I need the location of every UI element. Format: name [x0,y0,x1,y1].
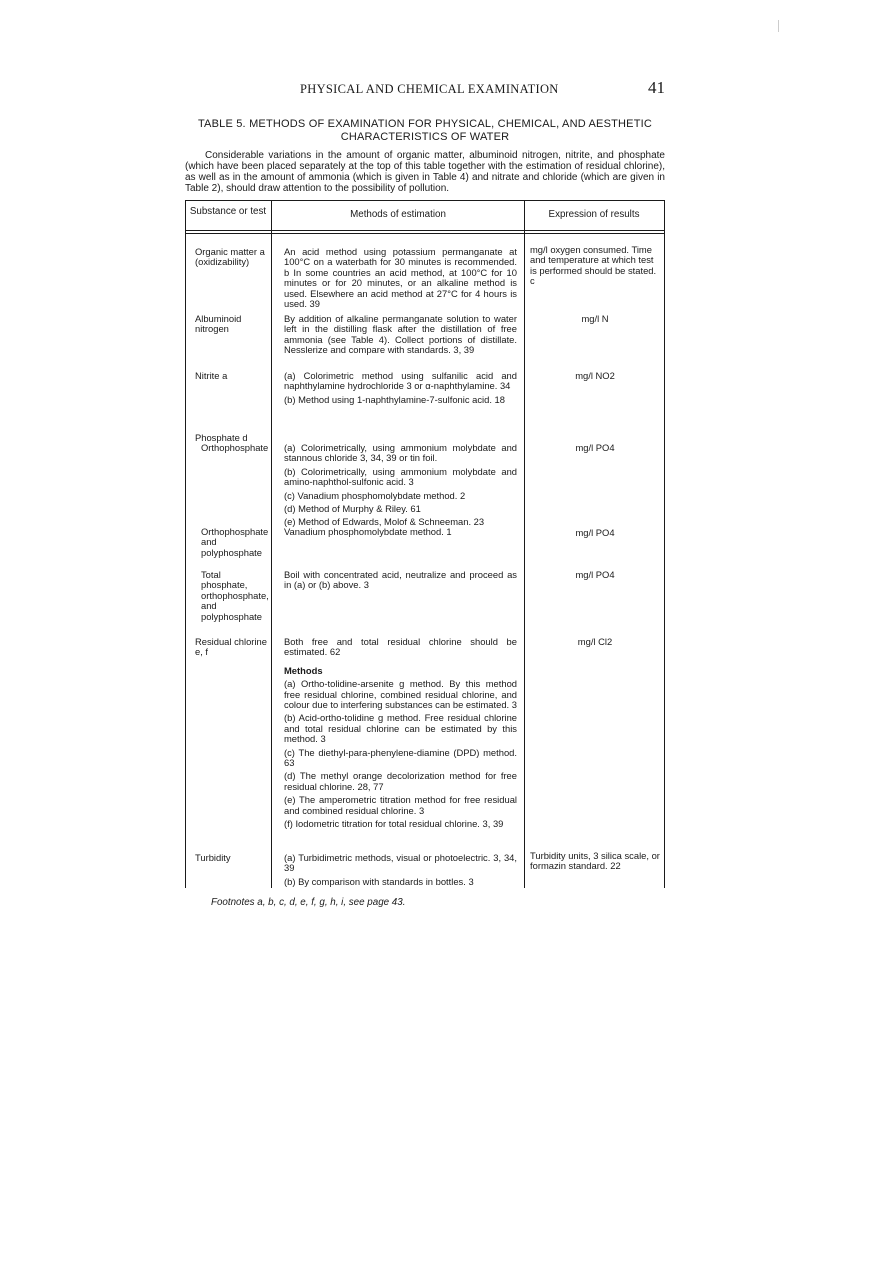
substance-albuminoid-nitrogen: Albuminoid nitrogen [195,313,242,335]
caption-line-2: CHARACTERISTICS OF WATER [340,131,510,143]
caption-line-1: TABLE 5. METHODS OF EXAMINATION FOR PHYSICAL, CHEMICAL, AND AESTHETIC [197,118,653,130]
header-substance: Substance or test [189,206,267,217]
substance-ortho-polyphosphate: Orthophosphate and polyphosphate [201,526,269,558]
table-top-rule [185,200,665,201]
nitrite-method-b: (b) Method using 1-naphthylamine-7-sulfonic acid. 18 [284,393,505,405]
expression-ortho-polyphosphate: mg/l PO4 [575,527,615,538]
table-right-rule [664,200,665,888]
methods-orthophosphate [284,443,517,531]
substance-organic-matter: Organic matter a (oxidizability) [195,246,265,268]
phosphate-method-b: (b) Colorimetrically, using ammonium molybdate and amino-naphthol-sulfonic acid. 3 [284,465,517,488]
expression-residual-chlorine: mg/l Cl2 [577,636,613,647]
footnote-reference: Footnotes a, b, c, d, e, f, g, h, i, see page 43. [211,897,406,908]
running-head-title: PHYSICAL AND CHEMICAL EXAMINATION [300,82,559,96]
methods-organic-matter: An acid method using potassium permanganate at 100°C on a waterbath for 30 minutes is recommended. b In some countries an acid method, at 100°C for 10 minutes or for 20 minutes, or an alkaline method is used. Elsewhere an acid method at 27°C for 4 hours is used. 39 [284,246,517,310]
methods-residual-chlorine [284,637,517,833]
column-rule-1 [271,200,272,888]
turbidity-method-b: (b) By comparison with standards in bottles. 3 [284,875,474,887]
chlorine-method-b: (b) Acid-ortho-tolidine g method. Free residual chlorine and total residual chlorine can be estimated by this method. 3 [284,712,517,745]
header-rule-1 [185,230,665,231]
page-number: 41 [648,78,665,97]
phosphate-method-c: (c) Vanadium phosphomolybdate method. 2 [284,489,466,501]
turbidity-method-a: (a) Turbidimetric methods, visual or photoelectric. 3, 34, 39 [284,852,517,874]
chlorine-method-a: (a) Ortho-tolidine-arsenite g method. By this method free residual chlorine, combined residual chlorine, and colour due to interfering substances can be estimated. 3 [284,678,517,711]
substance-phosphate-heading: Phosphate d [195,432,248,443]
expression-turbidity: Turbidity units, 3 silica scale, or formazin standard. 22 [530,850,660,872]
phosphate-method-a: (a) Colorimetrically, using ammonium molybdate and stannous chloride 3, 34, 39 or tin foil. [284,442,517,464]
expression-albuminoid-nitrogen: mg/l N [581,313,609,324]
methods-total-phosphate: Boil with concentrated acid, neutralize and proceed as in (a) or (b) above. 3 [284,569,517,591]
phosphate-method-d: (d) Method of Murphy & Riley. 61 [284,503,421,515]
substance-orthophosphate: Orthophosphate [201,442,269,453]
expression-nitrite: mg/l NO2 [575,370,615,381]
intro-paragraph: Considerable variations in the amount of organic matter, albuminoid nitrogen, nitrite, and phosphate (which have been placed separately at the top of this table together with the estimation of residual chlorine), as well as in the amount of ammonia (which is given in Table 4) and nitrate and chloride (which are given in Table 2), should draw attention to the possibility of pollution. [185,150,665,194]
methods-table [185,200,665,888]
column-rule-2 [524,200,525,888]
methods-albuminoid-nitrogen: By addition of alkaline permanganate solution to water left in the distilling flask after the distillation of free ammonia (see Table 4). Collect portions of distillate. Nesslerize and compare with standards. 3, 39 [284,313,517,356]
substance-turbidity: Turbidity [195,852,231,863]
methods-turbidity [284,853,517,890]
methods-nitrite [284,371,517,408]
chlorine-method-f: (f) Iodometric titration for total residual chlorine. 3, 39 [284,818,504,830]
expression-organic-matter: mg/l oxygen consumed. Time and temperature at which test is performed should be stated. c [530,244,657,287]
chlorine-intro: Both free and total residual chlorine should be estimated. 62 [284,636,517,658]
chlorine-method-e: (e) The amperometric titration method for free residual and combined residual chlorine. 3 [284,794,517,816]
chlorine-method-c: (c) The diethyl-para-phenylene-diamine (DPD) method. 63 [284,746,517,769]
scan-edge-mark [778,20,779,32]
expression-total-phosphate: mg/l PO4 [575,569,615,580]
nitrite-method-a: (a) Colorimetric method using sulfanilic acid and naphthylamine hydrochloride 3 or α-naphthylamine. 34 [284,370,517,392]
header-methods: Methods of estimation [350,209,446,220]
substance-nitrite: Nitrite a [195,370,228,381]
header-expression: Expression of results [548,209,640,220]
table-caption [185,118,665,144]
table-left-rule [185,200,186,888]
header-rule-2 [185,233,665,234]
phosphate-method-e: (e) Method of Edwards, Molof & Schneeman. 23 [284,516,485,528]
methods-ortho-polyphosphate: Vanadium phosphomolybdate method. 1 [284,526,452,537]
expression-orthophosphate: mg/l PO4 [575,442,615,453]
chlorine-methods-heading: Methods [284,664,323,676]
substance-residual-chlorine: Residual chlorine e, f [195,636,267,658]
substance-total-phosphate: Total phosphate, orthophosphate, and polyphosphate [201,569,269,622]
chlorine-method-d: (d) The methyl orange decolorization method for free residual chlorine. 28, 77 [284,770,517,792]
